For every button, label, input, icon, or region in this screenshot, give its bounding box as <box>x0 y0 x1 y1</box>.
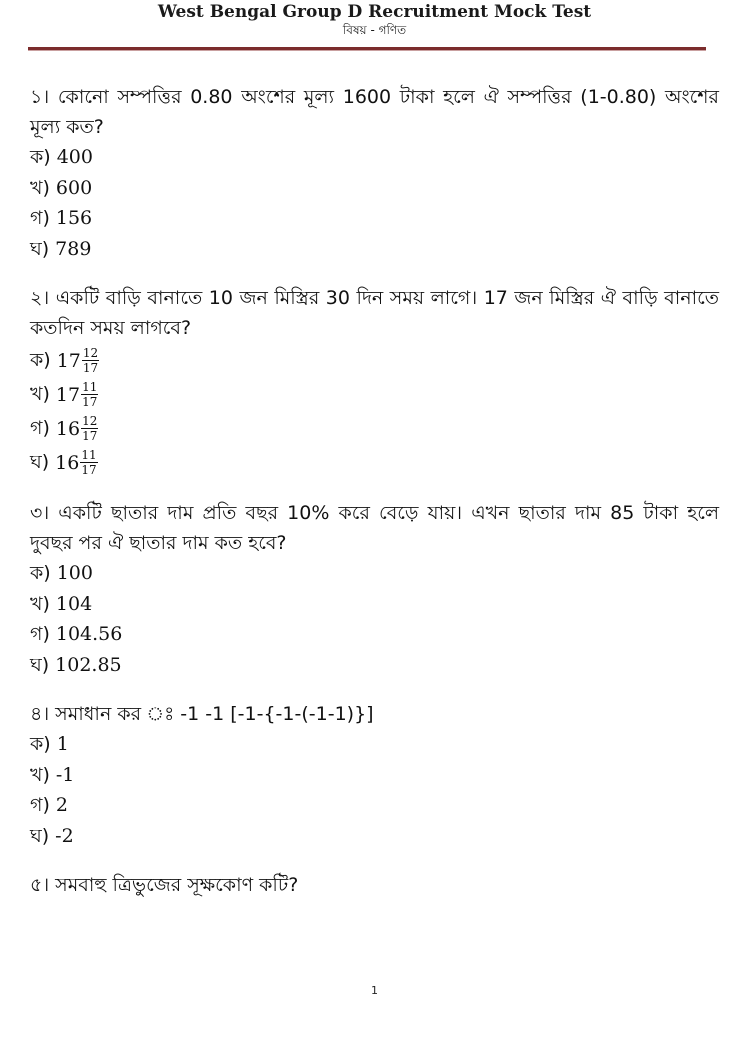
question-number: ৩। <box>30 502 50 524</box>
option-gha <box>30 821 719 852</box>
option-ga <box>30 203 719 234</box>
question-number: ৫। <box>30 874 50 896</box>
option-label: খ) <box>30 176 50 199</box>
question-body: কোনো সম্পত্তির 0.80 অংশের মূল্য 1600 টাকা হলে ঐ সম্পত্তির (1-0.80) অংশের মূল্য কত? <box>30 86 719 138</box>
fraction-denominator: 17 <box>82 429 98 443</box>
option-label: খ) <box>30 383 50 405</box>
option-value: 104 <box>55 592 93 615</box>
fraction-numerator: 11 <box>81 448 97 462</box>
document-title: West Bengal Group D Recruitment Mock Test <box>157 2 592 22</box>
question-text <box>30 82 719 142</box>
option-ga <box>30 411 719 445</box>
question-text <box>30 283 719 343</box>
question-1 <box>30 82 719 264</box>
option-ka <box>30 729 719 760</box>
option-kha <box>30 377 719 411</box>
question-4 <box>30 699 719 851</box>
option-label: ক) <box>30 146 51 168</box>
mixed-fraction <box>55 446 97 480</box>
question-text <box>30 498 719 558</box>
option-label: গ) <box>30 623 50 645</box>
fraction-numerator: 12 <box>82 414 98 428</box>
option-label: খ) <box>30 592 50 615</box>
option-value: 156 <box>55 207 93 229</box>
question-3 <box>30 498 719 680</box>
fraction-denominator: 17 <box>82 361 99 375</box>
fraction <box>80 448 97 477</box>
fraction-denominator: 17 <box>82 395 98 409</box>
question-number: ২। <box>30 287 50 309</box>
document-subject: বিষয় - গণিত <box>342 23 407 37</box>
fraction-numerator: 12 <box>82 346 99 360</box>
option-label: ঘ) <box>30 451 50 473</box>
option-value: -2 <box>55 824 74 847</box>
option-label: খ) <box>30 763 50 786</box>
option-gha <box>30 445 719 479</box>
option-ka <box>30 558 719 589</box>
fraction <box>81 380 98 409</box>
question-5 <box>30 870 719 900</box>
fraction-numerator: 11 <box>82 380 98 394</box>
option-value: 100 <box>56 562 93 584</box>
option-label: গ) <box>30 207 50 229</box>
fraction-whole: 16 <box>55 451 80 474</box>
option-value: 104.56 <box>55 623 123 645</box>
question-body: সমবাহু ত্রিভুজের সূক্ষকোণ কটি? <box>55 874 299 896</box>
option-label: ক) <box>30 349 51 371</box>
fraction <box>82 346 99 375</box>
fraction-whole: 16 <box>55 417 81 440</box>
page-header <box>0 2 749 38</box>
option-gha <box>30 234 719 265</box>
fraction-denominator: 17 <box>81 463 97 477</box>
mixed-fraction <box>56 412 98 446</box>
option-value: 102.85 <box>55 653 122 676</box>
option-ka <box>30 343 719 377</box>
option-value: 1 <box>56 733 69 755</box>
mixed-fraction <box>56 378 98 412</box>
option-label: ঘ) <box>30 653 50 676</box>
option-value: 2 <box>55 794 68 816</box>
question-number: ১। <box>30 86 50 108</box>
option-gha <box>30 650 719 681</box>
option-ga <box>30 619 719 650</box>
question-body: সমাধান কর ঃ -1 -1 [-1-{-1-(-1-1)}] <box>55 703 374 725</box>
fraction <box>81 414 98 443</box>
option-kha <box>30 760 719 791</box>
option-label: ক) <box>30 733 51 755</box>
mixed-fraction <box>57 344 99 378</box>
question-text <box>30 699 719 729</box>
option-label: ঘ) <box>30 824 50 847</box>
option-label: ক) <box>30 562 51 584</box>
option-value: 789 <box>55 237 92 260</box>
option-kha <box>30 589 719 620</box>
question-list <box>30 82 719 919</box>
header-divider <box>28 47 706 51</box>
option-value: 400 <box>56 146 93 168</box>
fraction-whole: 17 <box>55 383 81 406</box>
fraction-whole: 17 <box>56 349 81 372</box>
option-label: গ) <box>30 417 50 439</box>
question-body: একটি বাড়ি বানাতে 10 জন মিস্ত্রির 30 দিন সময় লাগে। 17 জন মিস্ত্রির ঐ বাড়ি বানাতে কতদিন সময় লাগবে? <box>30 287 719 339</box>
question-text <box>30 870 719 900</box>
option-label: ঘ) <box>30 237 50 260</box>
question-2 <box>30 283 719 479</box>
option-value: 600 <box>55 176 93 199</box>
question-body: একটি ছাতার দাম প্রতি বছর 10% করে বেড়ে যায়। এখন ছাতার দাম 85 টাকা হলে দুবছর পর ঐ ছাতার দাম কত হবে? <box>30 502 719 554</box>
page-number: 1 <box>371 984 378 997</box>
option-ka <box>30 142 719 173</box>
option-kha <box>30 173 719 204</box>
option-label: গ) <box>30 794 50 816</box>
question-number: ৪। <box>30 703 50 725</box>
option-value: -1 <box>55 763 75 786</box>
option-ga <box>30 790 719 821</box>
